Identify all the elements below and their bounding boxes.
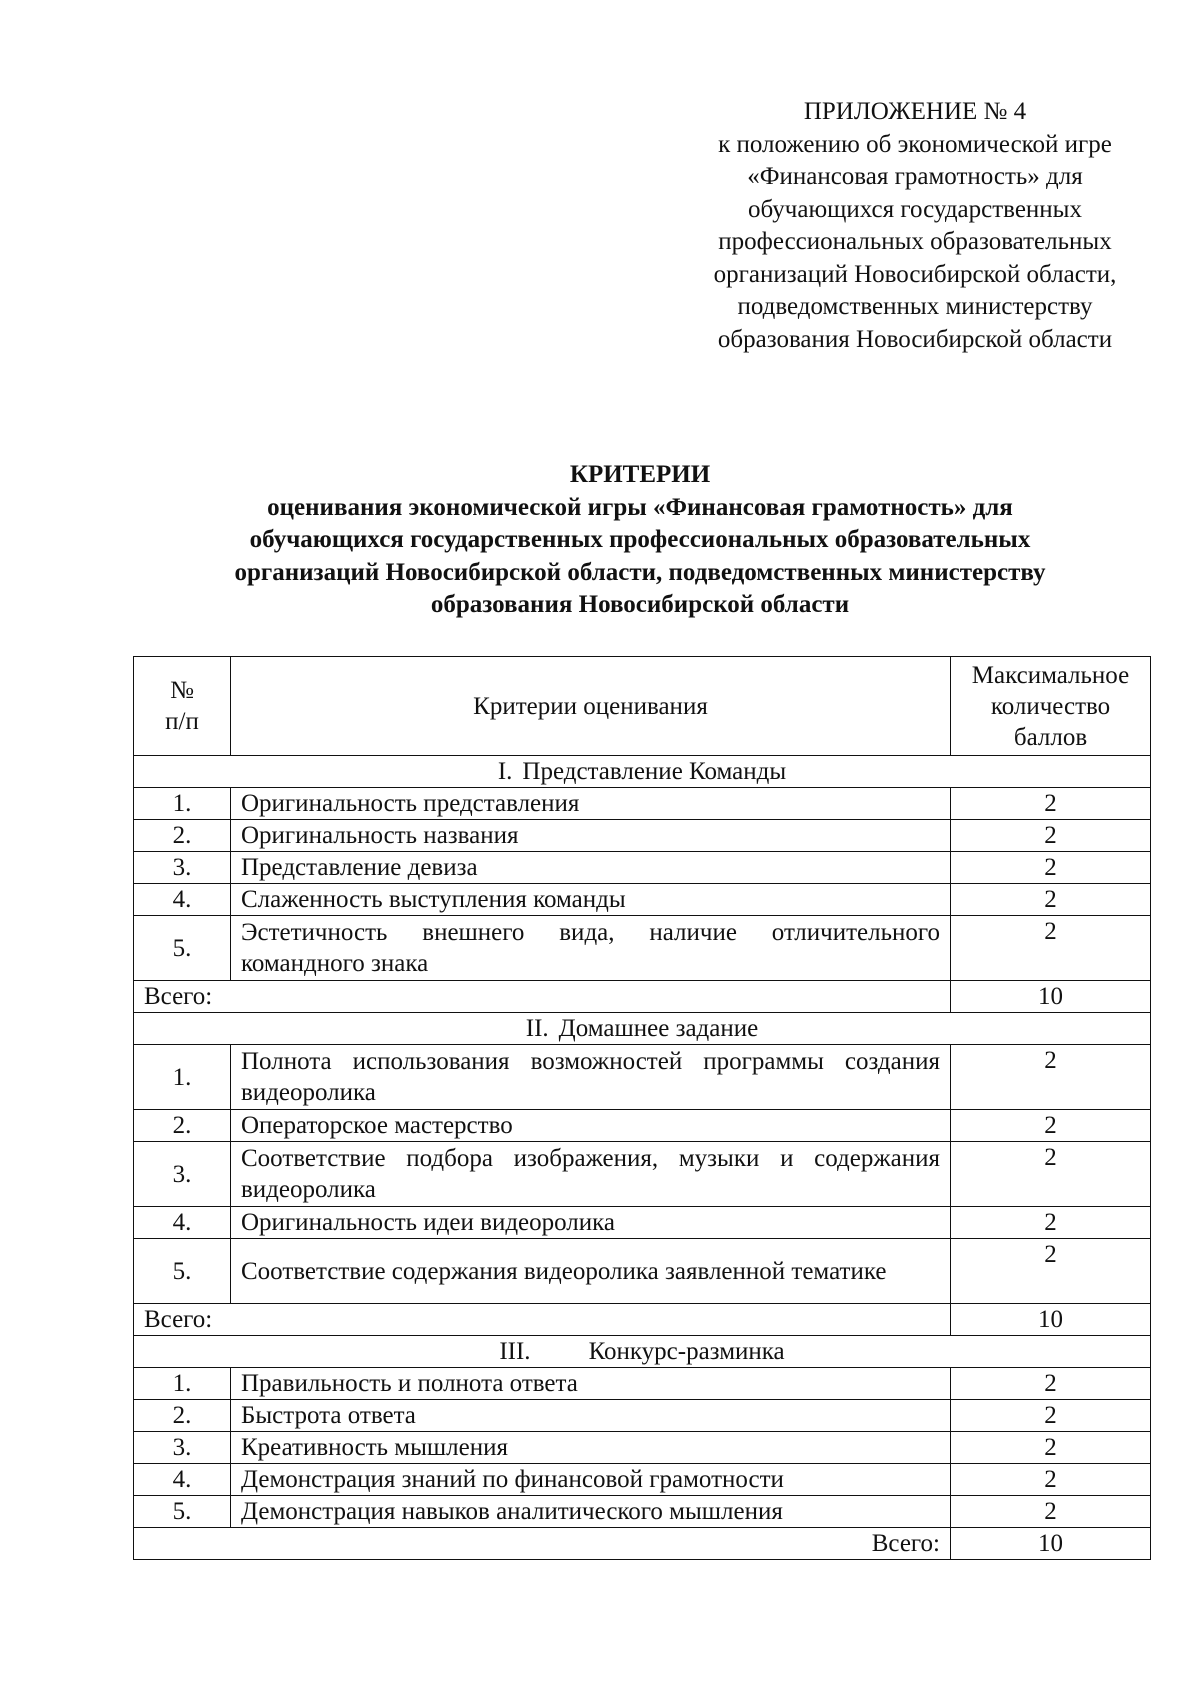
section-roman: I. bbox=[497, 758, 513, 785]
table-row bbox=[134, 916, 1151, 981]
header-num-line: п/п bbox=[165, 708, 199, 735]
table-row bbox=[134, 884, 1151, 916]
row-criterion: Полнота использования возможностей программы создания видеоролика bbox=[231, 1045, 951, 1110]
table-row bbox=[134, 1496, 1151, 1528]
section-row bbox=[134, 756, 1151, 788]
section-name: Конкурс-разминка bbox=[588, 1338, 785, 1365]
row-points: 2 bbox=[951, 1239, 1151, 1304]
table-row bbox=[134, 1368, 1151, 1400]
row-criterion: Соответствие подбора изображения, музыки и содержания видеоролика bbox=[231, 1142, 951, 1207]
row-points: 2 bbox=[951, 1400, 1151, 1432]
appendix-line: профессиональных образовательных bbox=[718, 228, 1112, 255]
row-num: 1. bbox=[134, 1045, 231, 1110]
total-value: 10 bbox=[951, 1304, 1151, 1336]
row-criterion: Операторское мастерство bbox=[231, 1110, 951, 1142]
section-name: Представление Команды bbox=[522, 758, 787, 785]
header-criteria: Критерии оценивания bbox=[231, 657, 951, 756]
row-points: 2 bbox=[951, 1496, 1151, 1528]
table-row bbox=[134, 1432, 1151, 1464]
row-num: 5. bbox=[134, 1239, 231, 1304]
appendix-header bbox=[680, 96, 1150, 356]
row-points: 2 bbox=[951, 1464, 1151, 1496]
total-value: 10 bbox=[951, 1528, 1151, 1560]
section-title bbox=[134, 756, 1151, 788]
row-num: 4. bbox=[134, 1464, 231, 1496]
row-num: 3. bbox=[134, 1142, 231, 1207]
table-header-row bbox=[134, 657, 1151, 756]
row-points: 2 bbox=[951, 1368, 1151, 1400]
title-heading: КРИТЕРИИ bbox=[569, 461, 711, 488]
header-max-points bbox=[951, 657, 1151, 756]
row-num: 1. bbox=[134, 788, 231, 820]
total-row bbox=[134, 981, 1151, 1013]
table-row bbox=[134, 852, 1151, 884]
row-criterion: Креативность мышления bbox=[231, 1432, 951, 1464]
appendix-line: образования Новосибирской области bbox=[717, 325, 1113, 353]
row-criterion: Слаженность выступления команды bbox=[231, 884, 951, 916]
row-criterion: Оригинальность представления bbox=[231, 788, 951, 820]
row-points: 2 bbox=[951, 1110, 1151, 1142]
row-num: 2. bbox=[134, 1400, 231, 1432]
row-num: 3. bbox=[134, 852, 231, 884]
header-num-line: № bbox=[170, 677, 194, 704]
appendix-line: подведомственных министерству bbox=[737, 293, 1093, 320]
appendix-line: ПРИЛОЖЕНИЕ № 4 bbox=[803, 98, 1027, 125]
table-row bbox=[134, 1110, 1151, 1142]
table-row bbox=[134, 1207, 1151, 1239]
table-row bbox=[134, 1239, 1151, 1304]
section-title bbox=[134, 1013, 1151, 1045]
row-num: 5. bbox=[134, 916, 231, 981]
title-line: образования Новосибирской области bbox=[430, 591, 850, 618]
header-max-line: баллов bbox=[1013, 723, 1088, 751]
row-num: 2. bbox=[134, 1110, 231, 1142]
row-criterion: Представление девиза bbox=[231, 852, 951, 884]
header-num bbox=[134, 657, 231, 756]
title-line: организаций Новосибирской области, подведомственных министерству bbox=[234, 558, 1046, 586]
header-max-line: количество bbox=[990, 692, 1111, 720]
section-row bbox=[134, 1336, 1151, 1368]
document-title bbox=[130, 459, 1150, 622]
total-row bbox=[134, 1304, 1151, 1336]
title-line: обучающихся государственных профессиональных образовательных bbox=[249, 526, 1031, 553]
row-points: 2 bbox=[951, 884, 1151, 916]
total-row bbox=[134, 1528, 1151, 1560]
row-criterion: Соответствие содержания видеоролика заявленной тематике bbox=[231, 1239, 951, 1304]
table-row bbox=[134, 1464, 1151, 1496]
row-criterion: Эстетичность внешнего вида, наличие отличительного командного знака bbox=[231, 916, 951, 981]
row-criterion: Демонстрация навыков аналитического мышления bbox=[231, 1496, 951, 1528]
row-points: 2 bbox=[951, 1207, 1151, 1239]
appendix-line: организаций Новосибирской области, bbox=[713, 260, 1117, 288]
row-criterion: Демонстрация знаний по финансовой грамотности bbox=[231, 1464, 951, 1496]
title-line: оценивания экономической игры «Финансовая грамотность» для bbox=[267, 493, 1013, 521]
row-points: 2 bbox=[951, 820, 1151, 852]
row-criterion: Оригинальность названия bbox=[231, 820, 951, 852]
section-roman: II. bbox=[525, 1015, 549, 1042]
row-points: 2 bbox=[951, 852, 1151, 884]
row-points: 2 bbox=[951, 1432, 1151, 1464]
total-value: 10 bbox=[951, 981, 1151, 1013]
row-num: 5. bbox=[134, 1496, 231, 1528]
section-name: Домашнее задание bbox=[558, 1015, 759, 1042]
total-label: Всего: bbox=[134, 1304, 951, 1336]
table-row bbox=[134, 1045, 1151, 1110]
row-criterion: Быстрота ответа bbox=[231, 1400, 951, 1432]
row-criterion: Правильность и полнота ответа bbox=[231, 1368, 951, 1400]
appendix-line: обучающихся государственных bbox=[748, 195, 1082, 223]
section-roman: III. bbox=[499, 1338, 531, 1365]
row-points: 2 bbox=[951, 1045, 1151, 1110]
row-points: 2 bbox=[951, 788, 1151, 820]
table-row bbox=[134, 820, 1151, 852]
table-row bbox=[134, 1142, 1151, 1207]
criteria-table bbox=[133, 656, 1151, 1560]
appendix-line: к положению об экономической игре bbox=[718, 130, 1112, 158]
row-criterion: Оригинальность идеи видеоролика bbox=[231, 1207, 951, 1239]
row-num: 2. bbox=[134, 820, 231, 852]
total-label: Всего: bbox=[134, 1528, 951, 1560]
row-points: 2 bbox=[951, 1142, 1151, 1207]
total-label: Всего: bbox=[134, 981, 951, 1013]
table-row bbox=[134, 1400, 1151, 1432]
row-num: 4. bbox=[134, 884, 231, 916]
header-max-line: Максимальное bbox=[971, 661, 1130, 689]
section-row bbox=[134, 1013, 1151, 1045]
row-num: 4. bbox=[134, 1207, 231, 1239]
table-row bbox=[134, 788, 1151, 820]
appendix-line: «Финансовая грамотность» для bbox=[747, 163, 1083, 190]
row-num: 3. bbox=[134, 1432, 231, 1464]
section-title bbox=[134, 1336, 1151, 1368]
row-num: 1. bbox=[134, 1368, 231, 1400]
row-points: 2 bbox=[951, 916, 1151, 981]
